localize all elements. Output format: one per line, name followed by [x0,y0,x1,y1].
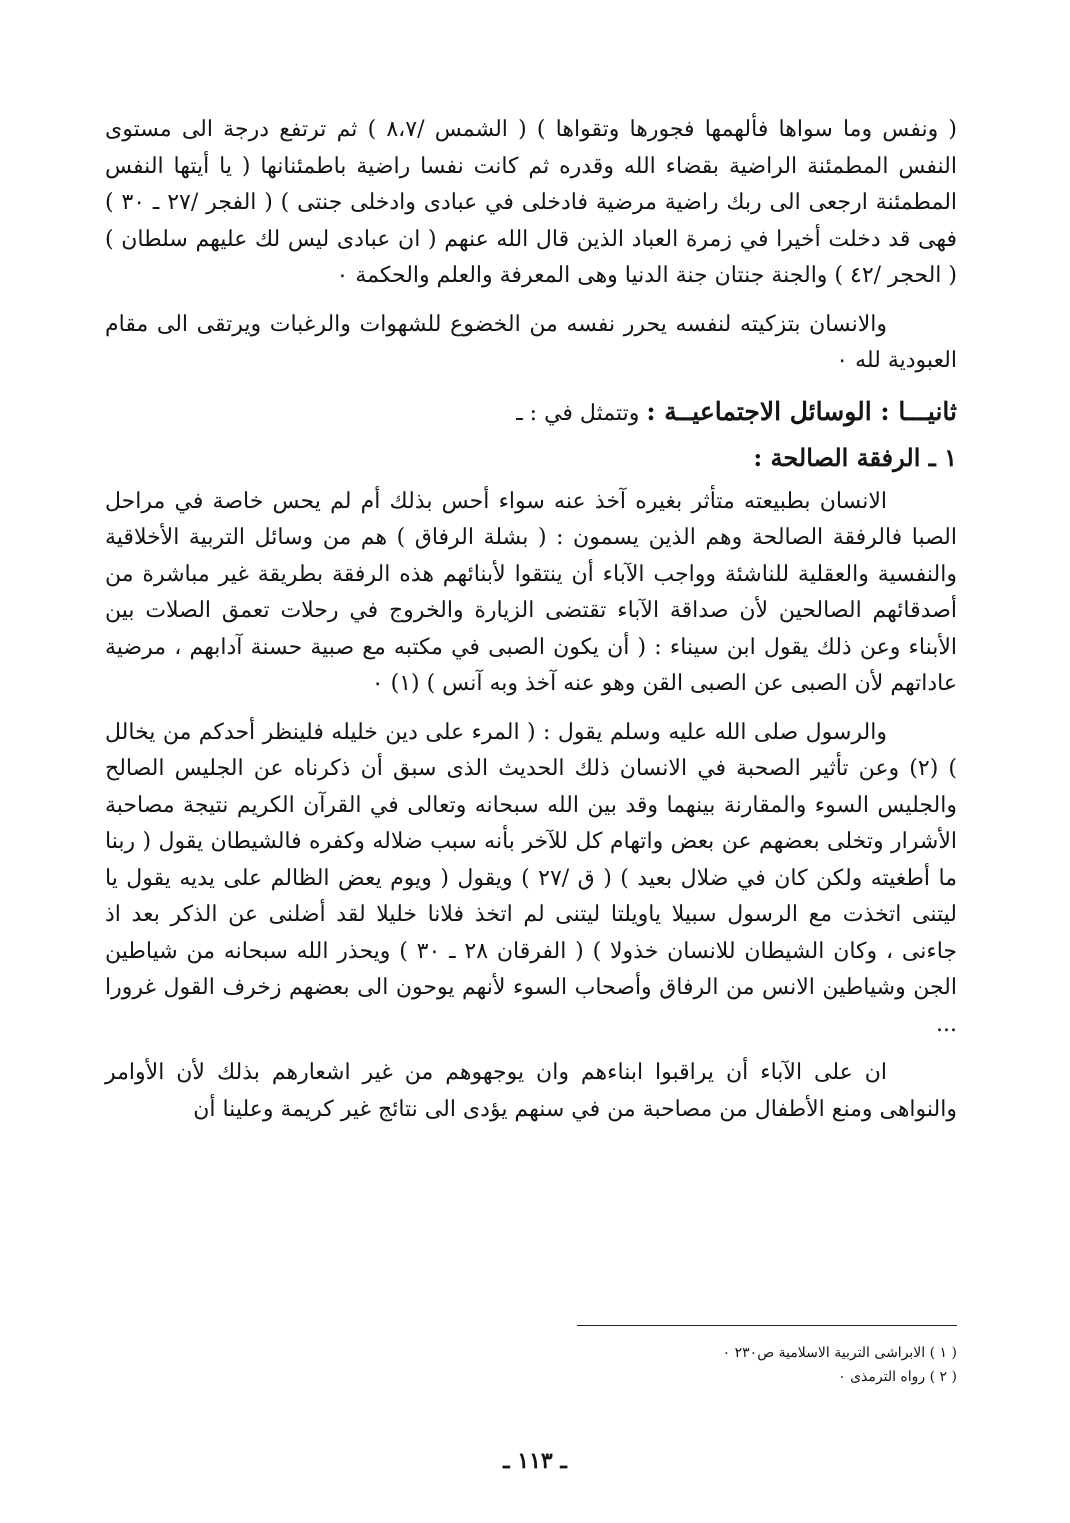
paragraph-1: ( ونفس وما سواها فألهمها فجورها وتقواها ) ( الشمس /٨،٧ ) ثم ترتفع درجة الى مستوى النفس المطمئنة الراضية بقضاء الله وقدره ثم كانت نفسا راضية باطمئنانها ( يا أيتها النفس المطمئنة ارجعى الى ربك راضية مرضية فادخلى في عبادى وادخلى جنتى ) ( الفجر /٢٧ ـ ٣٠ ) فهى قد دخلت أخيرا في زمرة العباد الذين قال الله عنهم ( ان عبادى ليس لك عليهم سلطان ) ( الحجر /٤٢ ) والجنة جنتان جنة الدنيا وهى المعرفة والعلم والحكمة ٠ [105,117,958,288]
footnote-2: ( ٢ ) رواه الترمذى ٠ [838,1369,957,1385]
paragraph-5: ان على الآباء أن يراقبوا ابناءهم وان يوجهوهم من غير اشعارهم بذلك لأن الأوامر والنواهى ومنع الأطفال من مصاحبة من في سنهم يؤدى الى نتائج غير كريمة وعلينا أن [105,1060,957,1122]
paragraph-3: الانسان بطبيعته متأثر بغيره آخذ عنه سواء أحس بذلك أم لم يحس خاصة في مراحل الصبا فالرفقة الصالحة وهم الذين يسمون : ( بشلة الرفاق ) هم من وسائل التربية الأخلاقية والنفسية والعقلية للناشئة وواجب الآباء أن ينتقوا لأبنائهم هذه الرفقة بطريقة غير مباشرة من أصدقائهم الصالحين لأن صداقة الآباء تقتضى الزيارة والخروج في رحلات تعمق الصلات بين الأبناء وعن ذلك يقول ابن سيناء : ( أن يكون الصبى في مكتبه مع صبية حسنة آدابهم ، مرضية عاداتهم لأن الصبى عن الصبى القن وهو عنه آخذ وبه آنس ) (١) ٠ [105,488,957,696]
footnote-divider [577,1325,957,1326]
section-heading-rest: وتتمثل في : ـ [516,400,647,426]
page-body [105,112,957,1140]
subheading: ١ ـ الرفقة الصالحة : [753,442,957,472]
page-number: ـ ١١٣ ـ [503,1448,567,1474]
paragraph-4: والرسول صلى الله عليه وسلم يقول : ( المرء على دين خليله فلينظر أحدكم من يخالل ) (٢) وعن تأثير الصحبة في الانسان ذلك الحديث الذى سبق أن ذكرناه عن الجليس الصالح والجليس السوء والمقارنة بينهما وقد بين الله سبحانه وتعالى في القرآن الكريم نتيجة مصاحبة الأشرار وتخلى بعضهم عن بعض واتهام كل للآخر بأنه سبب ضلاله وكفره فالشيطان يقول ( ربنا ما أطغيته ولكن كان في ضلال بعيد ) ( ق /٢٧ ) ويقول ( ويوم يعض الظالم على يديه يقول يا ليتنى اتخذت مع الرسول سبيلا ياويلتا ليتنى لم اتخذ فلانا خليلا لقد أضلنى عن الذكر بعد اذ جاءنى ، وكان الشيطان للانسان خذولا ) ( الفرقان ٢٨ ـ ٣٠ ) ويحذر الله سبحانه من شياطين الجن وشياطين الانس من الرفاق وأصحاب السوء لأنهم يوحون الى بعضهم زخرف القول غرورا ... [105,719,958,1037]
section-heading [105,392,957,434]
footnote-1: ( ١ ) الابراشى التربية الاسلامية ص٢٣٠ ٠ [722,1345,957,1361]
section-heading-bold: ثانيـــا : الوسائل الاجتماعيــة : [646,396,957,426]
paragraph-2: والانسان بتزكيته لنفسه يحرر نفسه من الخضوع للشهوات والرغبات ويرتقى الى مقام العبودية لله ٠ [105,311,957,373]
footnotes [357,1341,957,1389]
